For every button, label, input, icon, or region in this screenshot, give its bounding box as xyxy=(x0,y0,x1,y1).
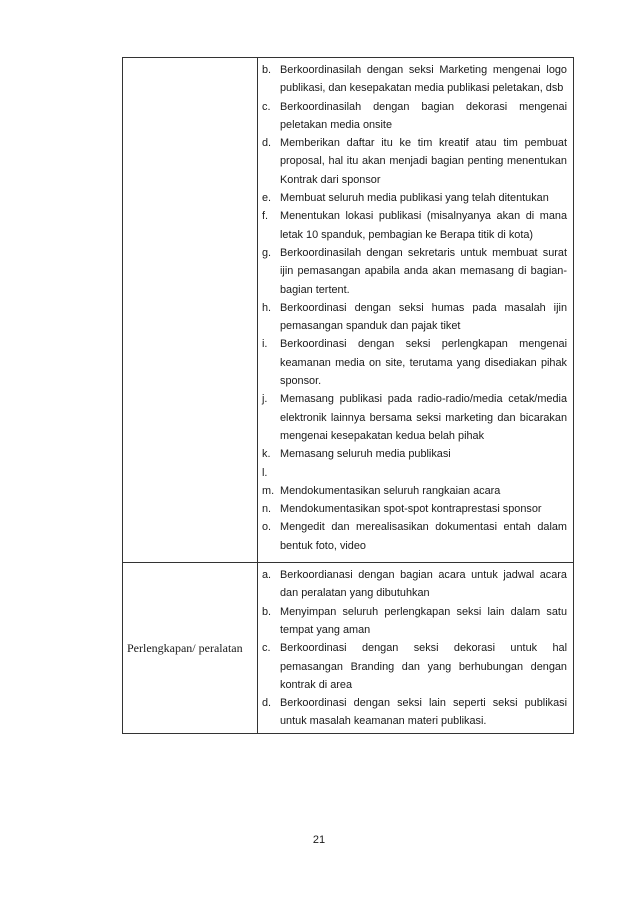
table-row-perlengkapan xyxy=(123,563,574,734)
item-text: Berkoordinasi dengan seksi lain seperti seksi publikasi untuk masalah keamanan materi publikasi. xyxy=(280,697,567,728)
role-cell xyxy=(123,58,258,563)
item-text: Berkoordinasi dengan seksi perlengkapan mengenai keamanan media on site, terutama yang disediakan pihak sponsor. xyxy=(280,338,567,388)
item-marker: n. xyxy=(262,503,272,516)
item-text: Memberikan daftar itu ke tim kreatif atau tim pembuat proposal, hal itu akan menjadi bagian penting menentukan Kontrak dari sponsor xyxy=(280,137,567,186)
item-text: Berkoordinasilah dengan sekretaris untuk membuat surat ijin pemasangan apabila anda akan memasang di bagian-bagian tertent. xyxy=(280,246,567,296)
item-text: Menentukan lokasi publikasi (misalnyanya akan di mana letak 10 spanduk, pembagian ke Berapa titik di kota) xyxy=(280,210,567,241)
item-marker: l. xyxy=(262,466,268,479)
job-description-table xyxy=(122,57,574,734)
role-label xyxy=(123,60,127,74)
item-marker: d. xyxy=(262,697,272,710)
item-marker: h. xyxy=(262,301,272,314)
task-list xyxy=(258,58,573,562)
item-marker: g. xyxy=(262,246,272,259)
item-text: Berkoordinasi dengan seksi humas pada masalah ijin pemasangan spanduk dan pajak tiket xyxy=(280,301,567,333)
item-marker: c. xyxy=(262,100,271,113)
list-item xyxy=(258,566,567,603)
item-text: Berkoordianasi dengan bagian acara untuk jadwal acara dan peralatan yang dibutuhkan xyxy=(280,569,567,600)
list-item xyxy=(258,98,567,135)
item-marker: e. xyxy=(262,192,272,205)
list-item xyxy=(258,518,567,555)
tasks-cell xyxy=(258,58,574,563)
list-item xyxy=(258,61,567,98)
list-item xyxy=(258,500,567,518)
item-text: Mendokumentasikan spot-spot kontraprestasi sponsor xyxy=(280,503,542,516)
task-list xyxy=(258,563,573,733)
item-marker: b. xyxy=(262,64,272,76)
role-label: Perlengkapan/ peralatan xyxy=(127,640,243,655)
item-marker: c. xyxy=(262,642,271,655)
list-item xyxy=(258,482,567,500)
item-text: Membuat seluruh media publikasi yang telah ditentukan xyxy=(280,192,549,205)
list-item xyxy=(258,244,567,299)
table-row-publikasi xyxy=(123,58,574,563)
item-text: Berkoordinasilah dengan seksi Marketing mengenai logo publikasi, dan kesepakatan media publikasi peletakan, dsb xyxy=(280,64,567,95)
item-text: Berkoordinasi dengan seksi dekorasi untuk hal pemasangan Branding dan yang berhubungan dengan kontrak di area xyxy=(280,642,567,691)
list-item xyxy=(258,207,567,244)
list-item xyxy=(258,639,567,694)
role-cell xyxy=(123,563,258,734)
list-item xyxy=(258,603,567,640)
item-marker: i. xyxy=(262,338,268,351)
tasks-cell xyxy=(258,563,574,734)
item-marker: m. xyxy=(262,484,275,497)
page-number: 21 xyxy=(312,834,326,846)
item-text: Berkoordinasilah dengan bagian dekorasi mengenai peletakan media onsite xyxy=(280,100,567,131)
item-marker: b. xyxy=(262,605,272,618)
item-marker: a. xyxy=(262,569,272,582)
list-item xyxy=(258,390,567,445)
item-text: Menyimpan seluruh perlengkapan seksi lain dalam satu tempat yang aman xyxy=(280,605,567,636)
item-marker: j. xyxy=(262,393,268,406)
list-item xyxy=(258,189,567,207)
item-text: Mendokumentasikan seluruh rangkaian acara xyxy=(280,484,501,497)
list-item xyxy=(258,445,567,463)
list-item xyxy=(258,134,567,189)
list-item xyxy=(258,335,567,390)
item-text: Mengedit dan merealisasikan dokumentasi entah dalam bentuk foto, video xyxy=(280,521,567,552)
item-marker: d. xyxy=(262,137,272,150)
item-text xyxy=(280,464,567,482)
list-item xyxy=(258,694,567,731)
item-text: Memasang publikasi pada radio-radio/media cetak/media elektronik lainnya bersama seksi marketing dan bicarakan mengenai kesepakatan kedua belah pihak xyxy=(280,393,567,442)
item-marker: o. xyxy=(262,521,272,534)
list-item xyxy=(258,464,567,482)
list-item xyxy=(258,299,567,336)
item-marker: k. xyxy=(262,448,271,461)
item-text: Memasang seluruh media publikasi xyxy=(280,448,451,461)
item-marker: f. xyxy=(262,210,269,223)
